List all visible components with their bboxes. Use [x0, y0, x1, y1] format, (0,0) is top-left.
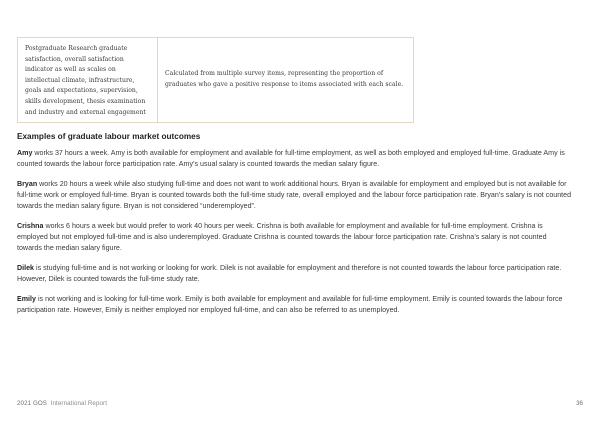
example-text-bryan: works 20 hours a week while also studying full-time and does not want to work additional hours. Bryan is available for employment and employed but is not available for full-time work or employed full-time. Bryan is counted towards both the full-time study rate, overall employed and the labour force participation rate. Bryan’s salary is not counted towards the median salary figure. Bryan is not considered “underemployed”.: [17, 179, 572, 211]
footer-page-number: 36: [576, 400, 583, 407]
example-name-dilek: Dilek: [17, 263, 35, 272]
definitions-table-body: [18, 38, 414, 123]
paragraph-emily: [17, 294, 573, 316]
example-text-amy: works 37 hours a week. Amy is both available for employment and available for full-time employment, as well as both employed and employed full-time. Graduate Amy is counted towards the labour force participation rate. Amy’s usual salary is counted towards the median salary figure.: [17, 149, 565, 169]
table-cell-definition: Calculated from multiple survey items, representing the proportion of graduates who gave a positive response to items associated with each scale.: [158, 38, 414, 123]
examples-body: [17, 148, 573, 324]
footer-report-label: [17, 400, 107, 407]
table-row: [18, 38, 414, 123]
example-name-emily: Emily: [17, 294, 36, 303]
definitions-table: [17, 37, 414, 123]
table-cell-term: Postgraduate Research graduate satisfaction, overall satisfaction indicator as well as scales on intellectual climate, infrastructure, goals and expectations, supervision, skills development, thesis examination and industry and external engagement: [18, 38, 158, 123]
example-text-emily: is not working and is looking for full-time work. Emily is both available for employment and available for full-time employment. Emily is counted towards the labour force participation rate. However, Emily is neither employed nor employed full-time, and can also be referred to as unemployed.: [17, 294, 563, 314]
section-heading: Examples of graduate labour market outcomes: [17, 132, 201, 141]
footer-report-name: International Report: [50, 400, 108, 407]
page-footer: [0, 400, 600, 414]
paragraph-crishna: [17, 221, 573, 255]
example-text-crishna: works 6 hours a week but would prefer to work 40 hours per week. Crishna is both available for employment and available for full-time employment. Crishna is employed but not employed full-time and is also underemployed. Graduate Crishna is counted towards the labour force participation rate. Crishna’s salary is not counted towards the median salary figure.: [17, 221, 547, 253]
paragraph-bryan: [17, 179, 573, 213]
paragraph-dilek: [17, 263, 573, 285]
footer-report-year: 2021 GOS: [17, 400, 48, 407]
example-name-amy: Amy: [17, 149, 33, 157]
example-text-dilek: is studying full-time and is not working or looking for work. Dilek is not available for employment and therefore is not counted towards the labour force participation rate. However, Dilek is counted towards the full-time study rate.: [17, 263, 562, 283]
example-name-bryan: Bryan: [17, 179, 38, 188]
example-name-crishna: Crishna: [17, 221, 44, 230]
paragraph-amy: [17, 148, 573, 170]
